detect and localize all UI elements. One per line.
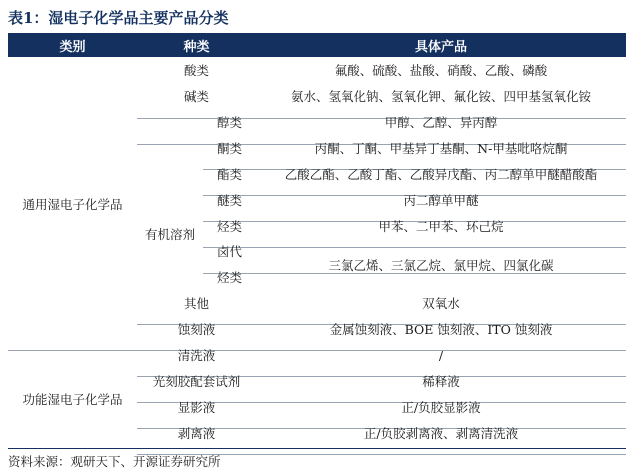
type-cell: 酯类 <box>216 167 242 182</box>
type-cell: 醚类 <box>216 193 242 208</box>
product-cell: 甲苯、二甲苯、环己烷 <box>378 219 504 234</box>
product-classification-table <box>8 33 626 449</box>
type-cell: 酮类 <box>216 141 242 156</box>
product-cell: 氨水、氢氧化钠、氢氧化钾、氟化铵、四甲基氢氧化铵 <box>290 89 591 104</box>
product-cell: 氟酸、硫酸、盐酸、硝酸、乙酸、磷酸 <box>334 63 548 78</box>
type-cell: 酸类 <box>183 63 209 78</box>
header-product: 具体产品 <box>256 33 626 57</box>
product-cell: / <box>438 347 444 363</box>
product-cell: 金属蚀刻液、BOE 蚀刻液、ITO 蚀刻液 <box>329 322 553 337</box>
type-cell: 其他 <box>183 296 209 311</box>
product-cell: 丙二醇单甲醚 <box>403 193 479 208</box>
product-cell: 双氧水 <box>422 296 460 311</box>
product-cell: 正/负胶剥离液、剥离清洗液 <box>363 426 519 441</box>
product-cell: 甲醇、乙醇、异丙醇 <box>384 115 498 130</box>
source-note: 资料来源：观研天下、开源证券研究所 <box>8 454 221 469</box>
group-functional: 功能湿电子化学品 <box>22 392 123 407</box>
type-cell: 烃类 <box>216 219 242 234</box>
type-cell: 清洗液 <box>177 348 216 363</box>
header-type: 种类 <box>137 33 256 57</box>
group-organic-solvent: 有机溶剂 <box>144 227 195 242</box>
product-cell: 正/负胶显影液 <box>401 400 481 415</box>
type-cell <box>203 239 256 290</box>
header-category: 类别 <box>8 33 137 57</box>
product-cell: 乙酸乙酯、乙酸丁酯、乙酸异戊酯、丙二醇单甲醚醋酸酯 <box>284 167 598 182</box>
product-cell: 三氯乙烯、三氯乙烷、氯甲烷、四氯化碳 <box>328 257 554 273</box>
type-cell: 显影液 <box>177 400 216 415</box>
type-cell: 蚀刻液 <box>177 322 216 337</box>
type-cell: 碱类 <box>183 89 209 104</box>
type-line: 烃类 <box>216 269 242 285</box>
group-general: 通用湿电子化学品 <box>22 196 123 212</box>
type-cell: 醇类 <box>216 115 242 130</box>
table-title: 表1：湿电子化学品主要产品分类 <box>8 9 229 27</box>
product-cell: 稀释液 <box>422 374 460 389</box>
type-line: 卤代 <box>216 243 242 259</box>
type-cell: 光刻胶配套试剂 <box>152 374 241 389</box>
type-cell: 剥离液 <box>177 426 216 441</box>
table-bottom-border <box>8 448 626 449</box>
product-cell: 丙酮、丁酮、甲基异丁基酮、N-甲基吡咯烷酮 <box>314 141 568 156</box>
